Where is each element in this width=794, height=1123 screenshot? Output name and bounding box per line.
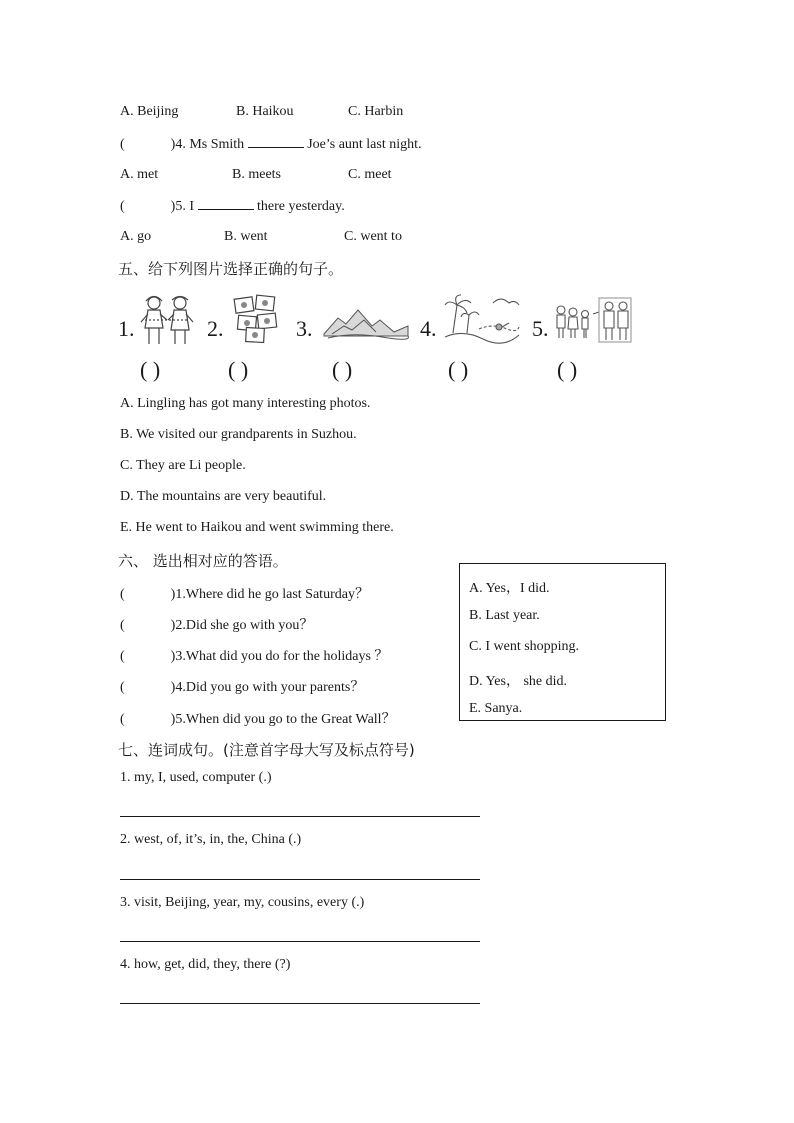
picture-number-4: 4. (420, 316, 437, 341)
photos-icon (232, 294, 282, 346)
answer-option-b: B. Last year. (469, 608, 540, 623)
question-5 (120, 198, 345, 215)
q4-option-a: A. met (120, 167, 159, 182)
answer-paren: ( (120, 199, 125, 214)
q5-option-a: A. go (120, 229, 152, 244)
picture-number-3: 3. (296, 316, 313, 341)
sentence-option-c: C. They are Li people. (120, 458, 246, 473)
question-text: )4.Did you go with your parents？ (170, 680, 365, 695)
answer-option-e: E. Sanya. (469, 701, 523, 716)
picture-answer-paren-5[interactable]: ( ) (557, 357, 578, 382)
match-question-4 (120, 676, 364, 696)
beach-swimming-icon (443, 293, 521, 347)
answer-paren: ( (120, 137, 125, 152)
word-order-item-2: 2. west, of, it’s, in, the, China (.) (120, 832, 302, 847)
answer-line-3[interactable] (120, 941, 480, 942)
word-order-item-3: 3. visit, Beijing, year, my, cousins, every (.) (120, 895, 365, 910)
answer-option-c: C. I went shopping. (469, 639, 580, 654)
question-4 (120, 136, 422, 153)
picture-number-1: 1. (118, 316, 135, 341)
question-number: )5. I (170, 199, 194, 214)
q5-option-b: B. went (224, 229, 268, 244)
q4-option-c: C. meet (348, 167, 392, 182)
answer-option-d: D. Yes， she did. (469, 674, 568, 689)
question-text: there yesterday. (257, 199, 345, 214)
picture-answer-paren-3[interactable]: ( ) (332, 357, 353, 382)
fill-blank[interactable] (198, 198, 254, 210)
q5-option-c: C. went to (344, 229, 402, 244)
section-7-heading: 七、连词成句。(注意首字母大写及标点符号) (118, 741, 415, 759)
q4-option-b: B. meets (232, 167, 281, 182)
children-in-costume-icon (137, 292, 197, 348)
answer-option-a: A. Yes，I did. (469, 581, 550, 596)
question-text: )3.What did you do for the holidays ？ (170, 649, 389, 664)
question-text: )2.Did she go with you？ (170, 618, 314, 633)
question-number: )4. Ms Smith (170, 137, 245, 152)
picture-answer-paren-1[interactable]: ( ) (140, 357, 161, 382)
answer-paren[interactable]: ( (120, 680, 125, 695)
sentence-option-e: E. He went to Haikou and went swimming there. (120, 520, 394, 535)
question-text: )5.When did you go to the Great Wall？ (170, 712, 396, 727)
picture-answer-paren-2[interactable]: ( ) (228, 357, 249, 382)
picture-number-5: 5. (532, 316, 549, 341)
answer-paren[interactable]: ( (120, 618, 125, 633)
word-order-item-4: 4. how, get, did, they, there (?) (120, 957, 291, 972)
match-question-5 (120, 708, 396, 728)
word-order-item-1: 1. my, I, used, computer (.) (120, 770, 272, 785)
picture-number-2: 2. (207, 316, 224, 341)
q3-option-b: B. Haikou (236, 104, 294, 119)
answer-line-1[interactable] (120, 816, 480, 817)
answer-paren[interactable]: ( (120, 712, 125, 727)
section-5-heading: 五、给下列图片选择正确的句子。 (118, 260, 344, 278)
picture-answer-paren-4[interactable]: ( ) (448, 357, 469, 382)
question-text: Joe’s aunt last night. (307, 137, 422, 152)
match-question-1 (120, 583, 369, 603)
section-6-heading: 六、 选出相对应的答语。 (118, 552, 288, 570)
mountains-icon (322, 304, 410, 340)
fill-blank[interactable] (248, 136, 304, 148)
answer-line-2[interactable] (120, 879, 480, 880)
q3-option-a: A. Beijing (120, 104, 179, 119)
answer-line-4[interactable] (120, 1003, 480, 1004)
answer-paren[interactable]: ( (120, 649, 125, 664)
sentence-option-a: A. Lingling has got many interesting photos. (120, 396, 371, 411)
q3-option-c: C. Harbin (348, 104, 404, 119)
sentence-option-b: B. We visited our grandparents in Suzhou. (120, 427, 357, 442)
question-text: )1.Where did he go last Saturday？ (170, 587, 369, 602)
family-visit-icon (553, 296, 633, 344)
answer-paren[interactable]: ( (120, 587, 125, 602)
match-question-2 (120, 614, 313, 634)
match-question-3 (120, 645, 388, 665)
sentence-option-d: D. The mountains are very beautiful. (120, 489, 327, 504)
